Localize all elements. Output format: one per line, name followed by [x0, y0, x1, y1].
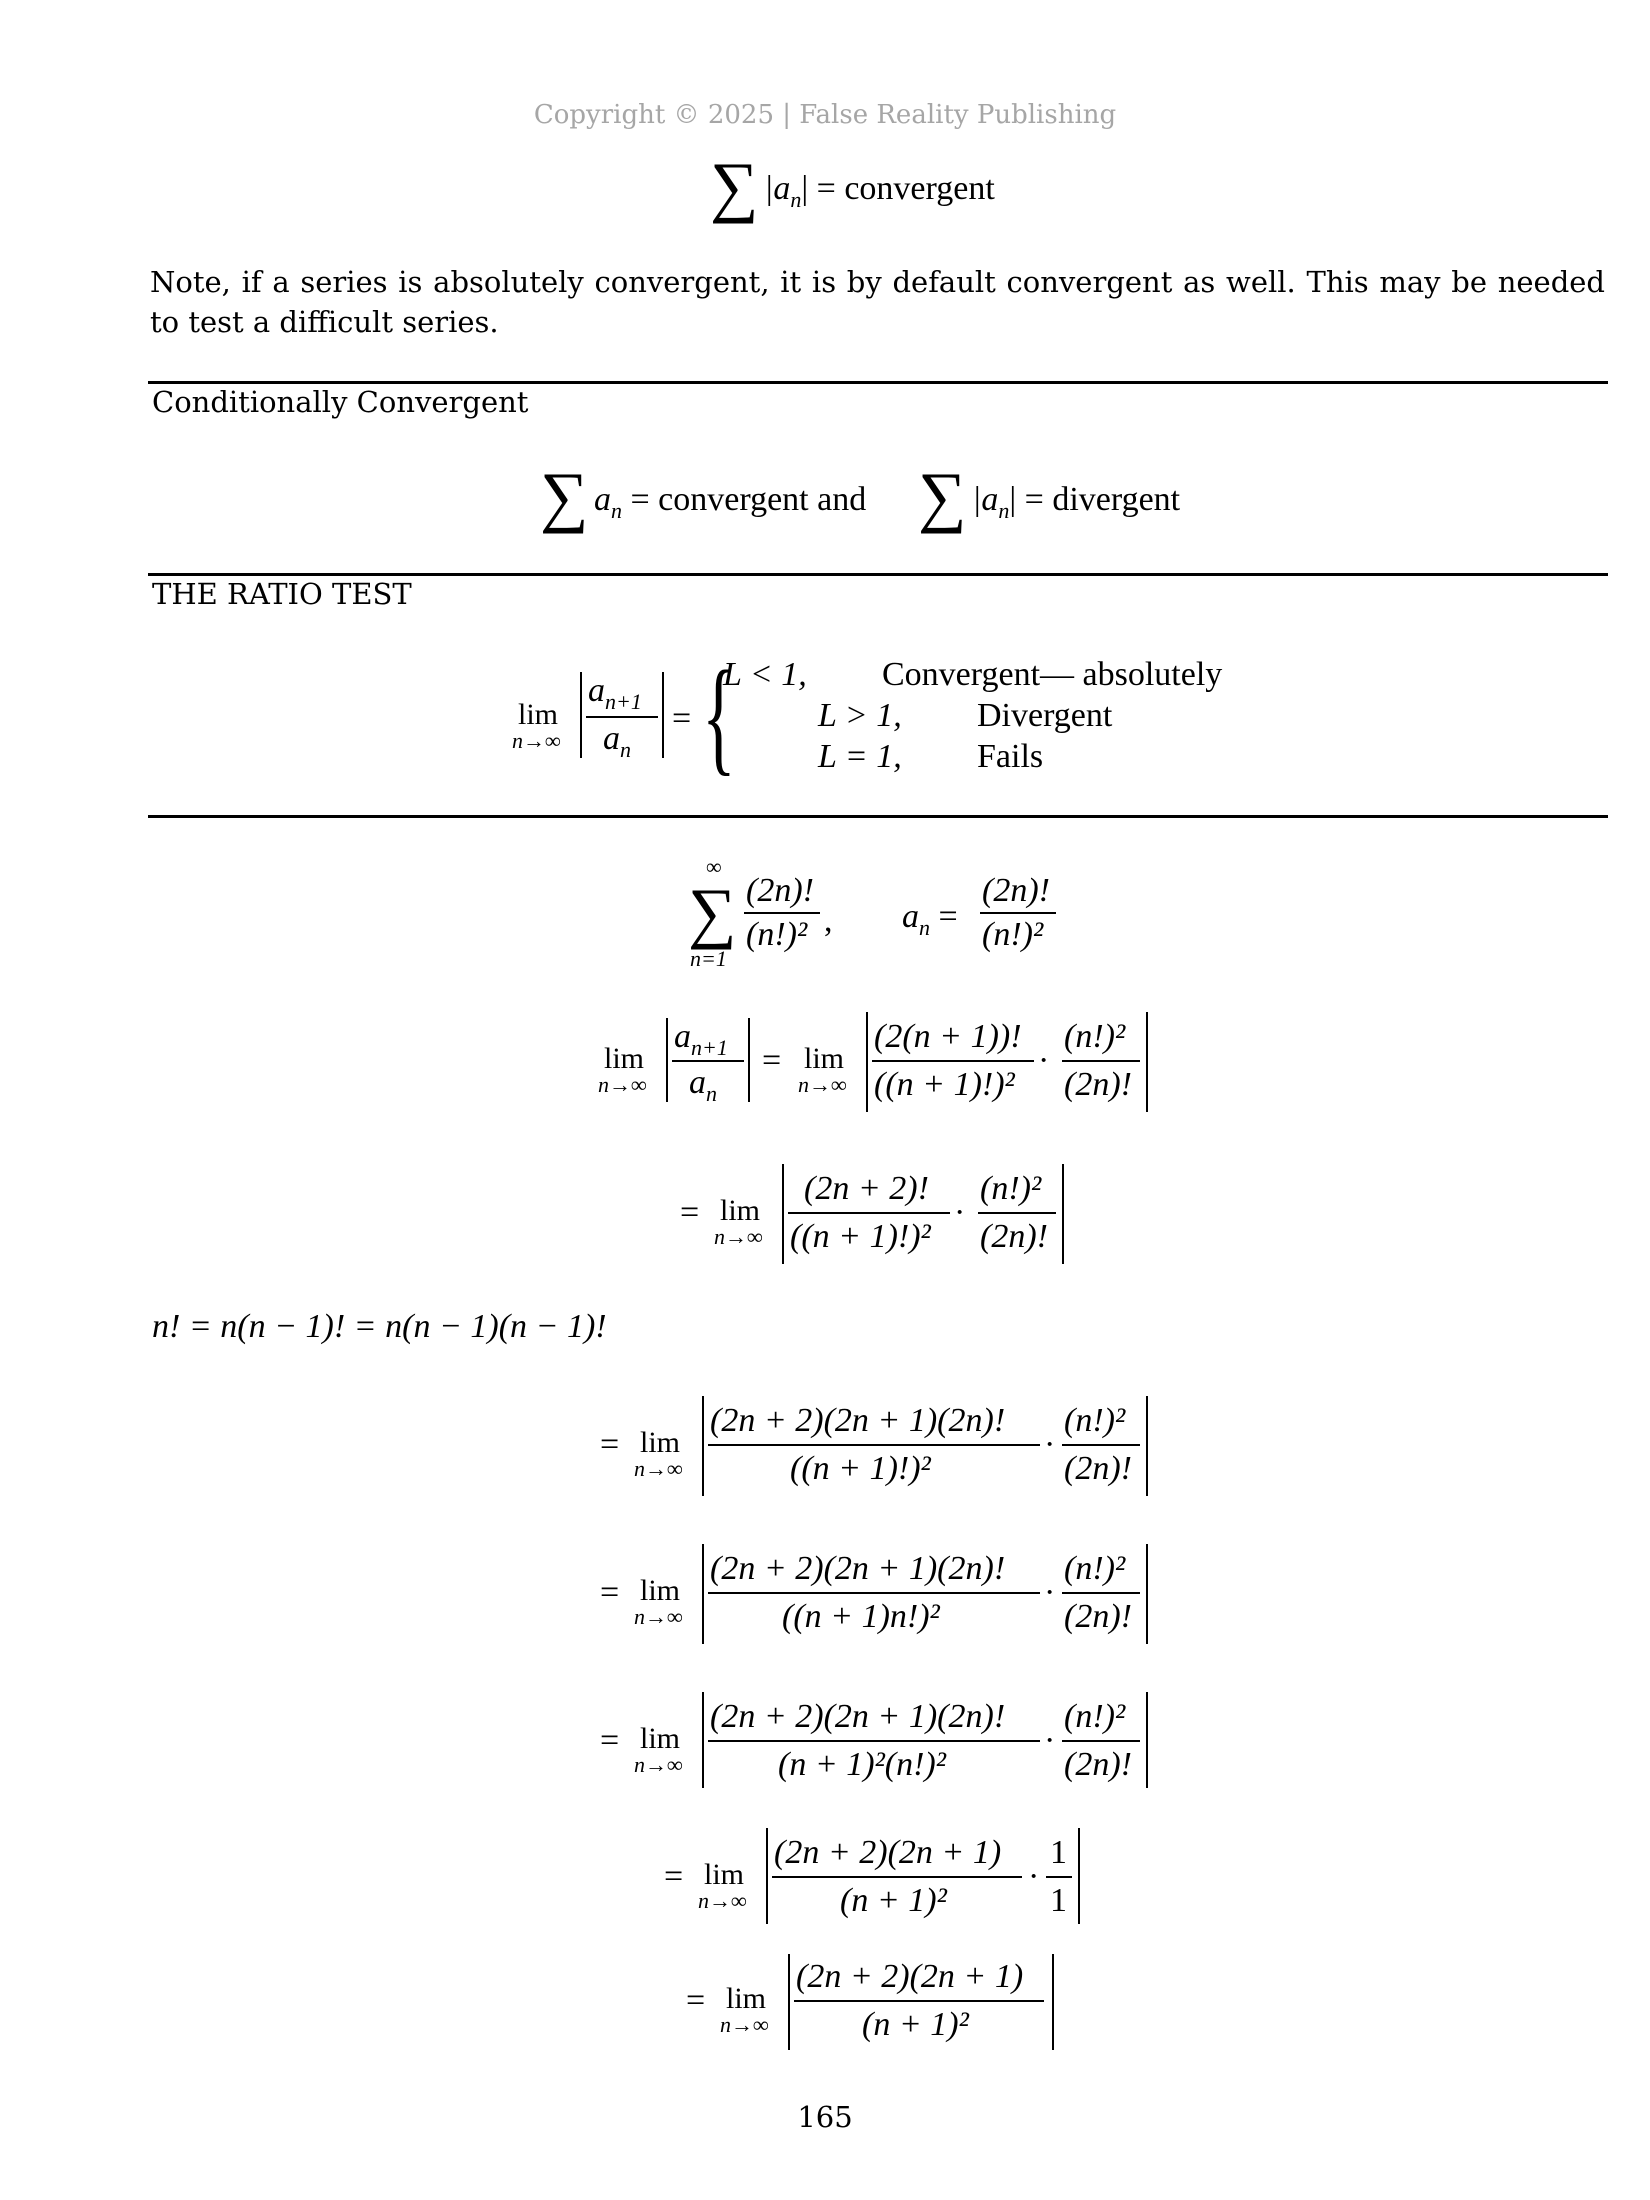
left-brace: { — [702, 645, 736, 787]
divider — [148, 381, 1608, 384]
case-condition: L < 1, — [723, 656, 807, 693]
page-number: 165 — [797, 2100, 853, 2134]
case-condition: L = 1, — [818, 738, 902, 775]
abs-lhs: |a — [764, 170, 791, 207]
lim-label: lim — [518, 698, 559, 731]
case-result: Convergent— absolutely — [882, 656, 1223, 693]
abs-lhs-sub: n — [790, 186, 802, 212]
note-paragraph: Note, if a series is absolutely convergent, it is by default convergent as well. This may be needed to test a difficult series. — [150, 265, 1605, 339]
copyright-header: Copyright © 2025 | False Reality Publishing — [533, 100, 1117, 130]
case-condition: L > 1, — [818, 697, 902, 734]
sum-upper-limit: ∞ — [706, 854, 722, 879]
cond-part2-rhs: | = divergent — [1009, 481, 1181, 518]
sum-symbol: ∑ — [710, 148, 759, 224]
divider — [148, 573, 1608, 576]
fraction-bar — [744, 912, 820, 914]
heading-conditionally-convergent: Conditionally Convergent — [152, 385, 529, 419]
equals-sign: = — [672, 700, 692, 737]
factorial-identity: n! = n(n − 1)! = n(n − 1)(n − 1)! — [152, 1308, 607, 1345]
divider — [148, 815, 1608, 818]
lim-subscript: n→∞ — [512, 728, 561, 753]
case-result: Divergent — [977, 697, 1113, 734]
case-result: Fails — [977, 738, 1044, 775]
cond-part1: a — [594, 481, 611, 518]
abs-rhs: | = convergent — [801, 170, 995, 207]
cond-part1-rhs: = convergent and — [630, 481, 867, 518]
sum-symbol: ∑ — [688, 874, 737, 950]
document-page: Copyright © 2025 | False Reality Publishing ∑ $|a_n|$ = convergent Note, if a series is absolutely convergent, it is by default convergent as well. This may be needed to test a difficult series. Conditionally Convergent ∑ $a_n$ = convergent and ∑ $|a_n|$ = divergent THE RATIO TEST lim n→∞ $a_{n+1}$ $a_n$ = { L < 1, Convergent— absolutely L > 1, Divergent L = 1, Fails ∞ ∑ n=1 (2n)! (n!)² , $a_n$ = (2n)! (n!)² lim n→∞ $a_{n+1}$ $a_n$ = lim n→∞ (2(n + 1))! ((n + 1)!)² · (n!)² (2n)! = lim n→∞ (2n + 2)! ((n + 1)!)² · (n!)² (2n)! n! = n(n − 1)! = n(n − 1)(n − 1)! = lim n→∞ (2n + 2)(2n + 1)(2n)! ((n + 1)!)² · (n!)² (2n)! = lim n→∞ (2n + 2)(2n + 1)(2n)! ((n + 1)n!)² · (n!)² (2n)! = lim n→∞ (2n + 2)(2n + 1)(2n)! (n + 1)²(n!)² · (n!)² (2n)! = lim n→∞ (2n + 2)(2n + 1) (n + 1)² · 1 1 = lim n→∞ (2n + 2)(2n + 1) (n + 1)² 165 — [0, 0, 1650, 2200]
cond-part1-sub: n — [611, 497, 622, 523]
heading-ratio-test: THE RATIO TEST — [152, 577, 412, 611]
cond-part2: |a — [972, 481, 999, 518]
sum-symbol: ∑ — [918, 458, 967, 534]
abs-bar-right — [662, 672, 664, 758]
fraction-bar — [980, 912, 1056, 914]
cond-part2-sub: n — [998, 497, 1010, 523]
abs-bar-left — [580, 672, 582, 758]
sum-lower-limit: n=1 — [690, 946, 727, 971]
fraction-bar — [586, 716, 658, 718]
sum-symbol: ∑ — [540, 458, 589, 534]
